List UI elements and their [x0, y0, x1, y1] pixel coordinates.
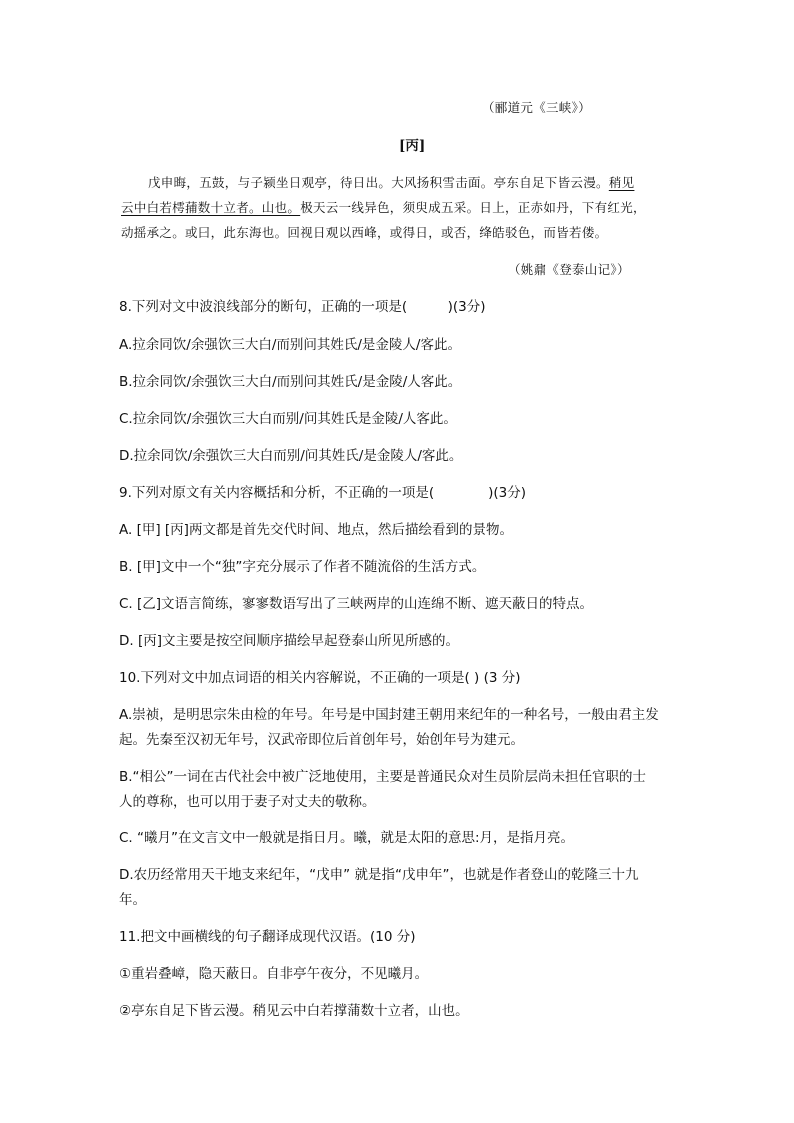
q8-stem: 8.下列对文中波浪线部分的断句，正确的一项是( )(3分) — [119, 299, 486, 315]
q9-option-d: D. [丙]文主要是按空间顺序描绘早起登泰山所见所感的。 — [119, 633, 460, 649]
passage-yi-source: （郦道元《三峡》） — [482, 100, 591, 115]
passage-bing-line-1-text: 戊申晦，五鼓，与子颍坐日观亭，待日出。大风扬积雪击面。亭东自足下皆云漫。 — [148, 175, 609, 190]
q8-option-d: D.拉余同饮/余强饮三大白而别/问其姓氏/是金陵人/客此。 — [119, 448, 463, 464]
passage-bing-line-2 — [121, 199, 646, 217]
q9-option-a: A. [甲] [丙]两文都是首先交代时间、地点，然后描绘看到的景物。 — [119, 522, 513, 538]
q10-option-b-line-2: 人的尊称，也可以用于妻子对丈夫的敬称。 — [119, 794, 376, 810]
passage-bing-line-2-text: 极天云一线异色，须臾成五采。日上，正赤如丹，下有红光， — [300, 200, 646, 215]
q8-option-b: B.拉余同饮/余强饮三大白/而别问其姓氏/是金陵/人客此。 — [119, 374, 462, 390]
q9-option-c: C. [乙]文语言简练，寥寥数语写出了三峡两岸的山连绵不断、遮天蔽日的特点。 — [119, 596, 594, 612]
q10-option-c: C. “曦月”在文言文中一般就是指日月。曦，就是太阳的意思:月，是指月亮。 — [119, 830, 575, 846]
q11-item-2: ②亭东自足下皆云漫。稍见云中白若撑蒲数十立者，山也。 — [119, 1003, 469, 1019]
passage-bing-line-1 — [148, 174, 634, 192]
q10-option-b-line-1: B.“相公”一词在古代社会中被广泛地使用，主要是普通民众对生员阶层尚未担任官职的士 — [119, 769, 647, 785]
q10-option-d-line-1: D.农历经常用天干地支来纪年，“戊申” 就是指“戊申年”，也就是作者登山的乾隆三十九 — [119, 867, 639, 883]
q11-stem: 11.把文中画横线的句子翻译成现代汉语。(10 分) — [119, 929, 416, 945]
q10-option-a-line-1: A.崇祯，是明思宗朱由检的年号。年号是中国封建王朝用来纪年的一种名号，一般由君主发 — [119, 707, 659, 723]
q10-option-d-line-2: 年。 — [119, 892, 146, 908]
passage-bing-underlined-start: 稍见 — [608, 175, 635, 190]
passage-bing-underlined-end: 云中白若樗蒱数十立者。山也。 — [121, 200, 301, 215]
passage-bing-source: （姚鼐《登泰山记》） — [508, 262, 630, 277]
q10-option-a-line-2: 起。先秦至汉初无年号，汉武帝即位后首创年号，始创年号为建元。 — [119, 732, 524, 748]
q9-stem: 9.下列对原文有关内容概括和分析，不正确的一项是( )(3分) — [119, 485, 527, 501]
passage-bing-line-3: 动摇承之。或曰，此东海也。回视日观以西峰，或得日，或否，绛皓驳色，而皆若偻。 — [121, 225, 608, 240]
q8-option-a: A.拉余同饮/余强饮三大白/而别问其姓氏/是金陵人/客此。 — [119, 337, 461, 353]
passage-bing-heading: [丙] — [399, 138, 426, 154]
q8-option-c: C.拉余同饮/余强饮三大白而别/问其姓氏是金陵/人客此。 — [119, 411, 457, 427]
q9-option-b: B. [甲]文中一个“独”字充分展示了作者不随流俗的生活方式。 — [119, 559, 486, 575]
q11-item-1: ①重岩叠嶂，隐天蔽日。自非亭午夜分，不见曦月。 — [119, 966, 429, 982]
q10-stem: 10.下列对文中加点词语的相关内容解说，不正确的一项是( ) (3 分) — [119, 670, 521, 686]
